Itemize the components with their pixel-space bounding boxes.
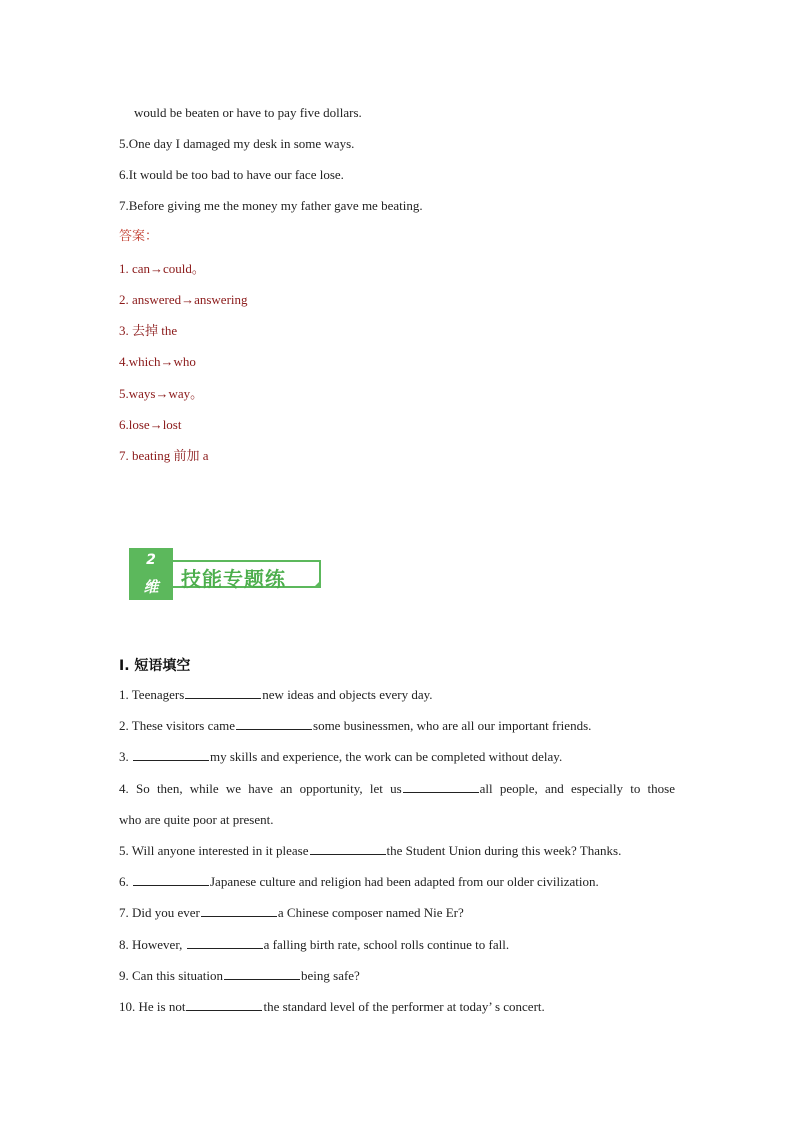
question-text-after: the standard level of the performer at today’ s concert. — [263, 999, 545, 1014]
question-text-after: a falling birth rate, school rolls continue to fall. — [263, 937, 510, 952]
question-text-after: a Chinese composer named Nie Er? — [277, 905, 464, 920]
question-3 — [119, 749, 562, 765]
correction-line-6: 6.It would be too bad to have our face lose. — [119, 167, 344, 182]
question-5 — [119, 843, 621, 859]
banner-badge — [129, 548, 173, 600]
correction-line-7: 7.Before giving me the money my father gave me beating. — [119, 198, 423, 213]
answer-4: 4.which→who — [119, 354, 196, 369]
question-4-continuation: who are quite poor at present. — [119, 812, 274, 827]
question-text-before: 8. However, — [119, 937, 186, 952]
question-7 — [119, 905, 464, 921]
answer-2: 2. answered→answering — [119, 292, 248, 307]
banner-corner-decoration — [313, 580, 321, 588]
answer-blank — [185, 687, 261, 699]
question-text-before: 7. Did you ever — [119, 905, 200, 920]
question-4 — [119, 781, 675, 797]
answer-blank — [236, 718, 312, 730]
question-text-before: 9. Can this situation — [119, 968, 223, 983]
answer-blank — [403, 781, 479, 793]
question-text-after: the Student Union during this week? Thanks. — [386, 843, 622, 858]
question-text-after: all people, and especially to those — [479, 781, 675, 796]
question-text-before: 5. Will anyone interested in it please — [119, 843, 309, 858]
question-6 — [119, 874, 599, 890]
answer-3: 3. 去掉 the — [119, 323, 178, 338]
question-10 — [119, 999, 545, 1015]
question-8 — [119, 937, 509, 953]
question-text-before: 1. Teenagers — [119, 687, 185, 702]
banner-title: 技能专题练 — [181, 567, 286, 591]
question-text-after: new ideas and objects every day. — [262, 687, 433, 702]
answer-blank — [224, 968, 300, 980]
answer-blank — [133, 874, 209, 886]
answers-label: 答案： — [119, 229, 159, 244]
question-1 — [119, 687, 433, 703]
question-text-before: 3. — [119, 749, 132, 764]
answer-blank — [310, 843, 386, 855]
answer-5: 5.ways→way。 — [119, 386, 204, 401]
correction-line-4-cont: would be beaten or have to pay five dollars. — [134, 105, 362, 120]
question-text-after: some businessmen, who are all our important friends. — [313, 718, 592, 733]
answer-blank — [186, 999, 262, 1011]
question-text-before: 6. — [119, 874, 132, 889]
section-banner — [129, 548, 325, 602]
answer-blank — [201, 905, 277, 917]
answer-1: 1. can→could。 — [119, 261, 205, 276]
answer-7: 7. beating 前加 a — [119, 448, 209, 463]
question-text-after: Japanese culture and religion had been adapted from our older civilization. — [210, 874, 599, 889]
answer-blank — [133, 749, 209, 761]
question-text-before: 4. So then, while we have an opportunity, let us — [119, 781, 402, 796]
section-heading: I. 短语填空 — [119, 658, 191, 674]
question-2 — [119, 718, 591, 734]
answer-blank — [187, 937, 263, 949]
answer-6: 6.lose→lost — [119, 417, 182, 432]
question-9 — [119, 968, 360, 984]
banner-number: 2 — [146, 552, 156, 568]
question-text-after: my skills and experience, the work can be completed without delay. — [210, 749, 563, 764]
correction-line-5: 5.One day I damaged my desk in some ways. — [119, 136, 355, 151]
banner-tab — [173, 560, 321, 591]
banner-sub: 维 — [143, 578, 159, 596]
question-text-after: being safe? — [301, 968, 360, 983]
question-text-before: 2. These visitors came — [119, 718, 236, 733]
question-text-before: 10. He is not — [119, 999, 186, 1014]
